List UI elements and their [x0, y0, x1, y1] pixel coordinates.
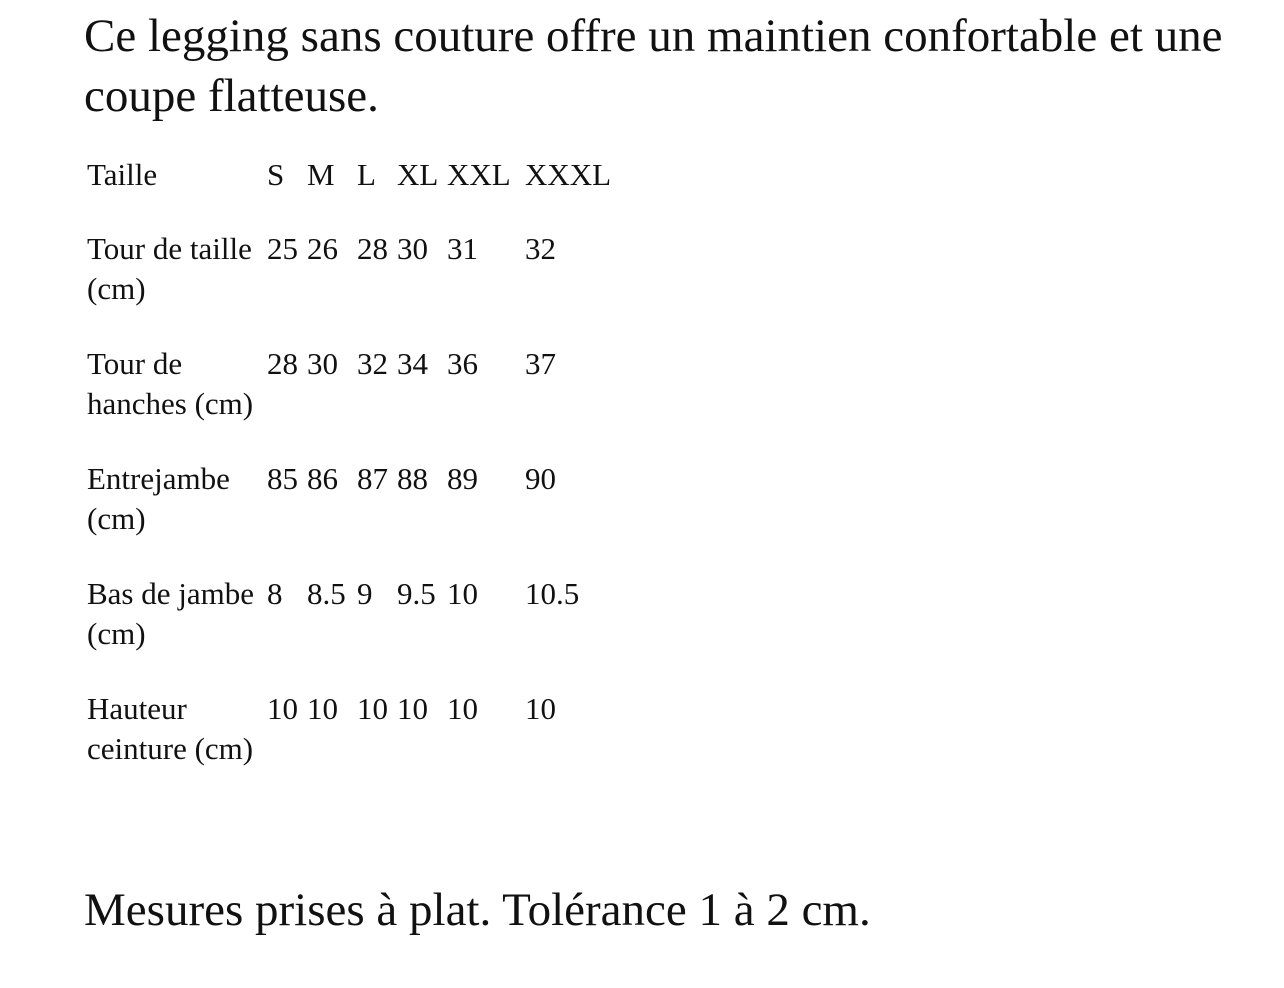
measurement-note: Mesures prises à plat. Tolérance 1 à 2 cm. — [84, 884, 871, 936]
table-cell: 8 — [267, 576, 283, 611]
row-label-waist: Tour de taille (cm) — [87, 231, 252, 306]
table-cell: 26 — [307, 231, 338, 266]
table-cell: 88 — [397, 461, 428, 496]
table-cell: 30 — [307, 346, 338, 381]
table-cell: 32 — [357, 346, 388, 381]
table-row-waistband-height — [87, 689, 625, 769]
table-cell: 10 — [397, 691, 428, 726]
product-description: Ce legging sans couture offre un maintien confortable et une coupe flatteuse. — [84, 10, 1223, 122]
table-cell: 10 — [307, 691, 338, 726]
table-cell: 10 — [267, 691, 298, 726]
row-label-inseam: Entrejambe (cm) — [87, 461, 230, 536]
size-header-xxxl: XXXL — [525, 157, 612, 192]
table-cell: 34 — [397, 346, 428, 381]
table-cell: 10 — [447, 576, 478, 611]
table-cell: 10 — [357, 691, 388, 726]
table-cell: 10 — [447, 691, 478, 726]
table-cell: 28 — [357, 231, 388, 266]
row-label-waistband-height: Hauteur ceinture (cm) — [87, 691, 254, 766]
size-header-xxl: XXL — [447, 157, 511, 192]
table-cell: 10.5 — [525, 576, 580, 611]
table-cell: 89 — [447, 461, 478, 496]
table-cell: 30 — [397, 231, 428, 266]
table-cell: 36 — [447, 346, 478, 381]
size-header-label: Taille — [87, 157, 158, 192]
table-cell: 90 — [525, 461, 556, 496]
row-label-hips: Tour de hanches (cm) — [87, 346, 254, 421]
row-label-leg-opening: Bas de jambe (cm) — [87, 576, 255, 651]
size-header-m: M — [307, 157, 335, 192]
size-header-l: L — [357, 157, 376, 192]
size-chart-table — [87, 155, 625, 769]
table-cell: 10 — [525, 691, 556, 726]
table-cell: 25 — [267, 231, 298, 266]
size-header-xl: XL — [397, 157, 439, 192]
table-cell: 8.5 — [307, 576, 346, 611]
table-cell: 32 — [525, 231, 556, 266]
table-cell: 87 — [357, 461, 388, 496]
table-cell: 85 — [267, 461, 298, 496]
table-row-hips — [87, 344, 625, 459]
table-cell: 37 — [525, 346, 556, 381]
table-cell: 28 — [267, 346, 298, 381]
table-cell: 86 — [307, 461, 338, 496]
size-header-row — [87, 155, 625, 229]
table-cell: 9.5 — [397, 576, 436, 611]
size-header-s: S — [267, 157, 285, 192]
table-row-leg-opening — [87, 574, 625, 689]
table-row-waist — [87, 229, 625, 344]
table-cell: 31 — [447, 231, 478, 266]
table-row-inseam — [87, 459, 625, 574]
table-cell: 9 — [357, 576, 373, 611]
